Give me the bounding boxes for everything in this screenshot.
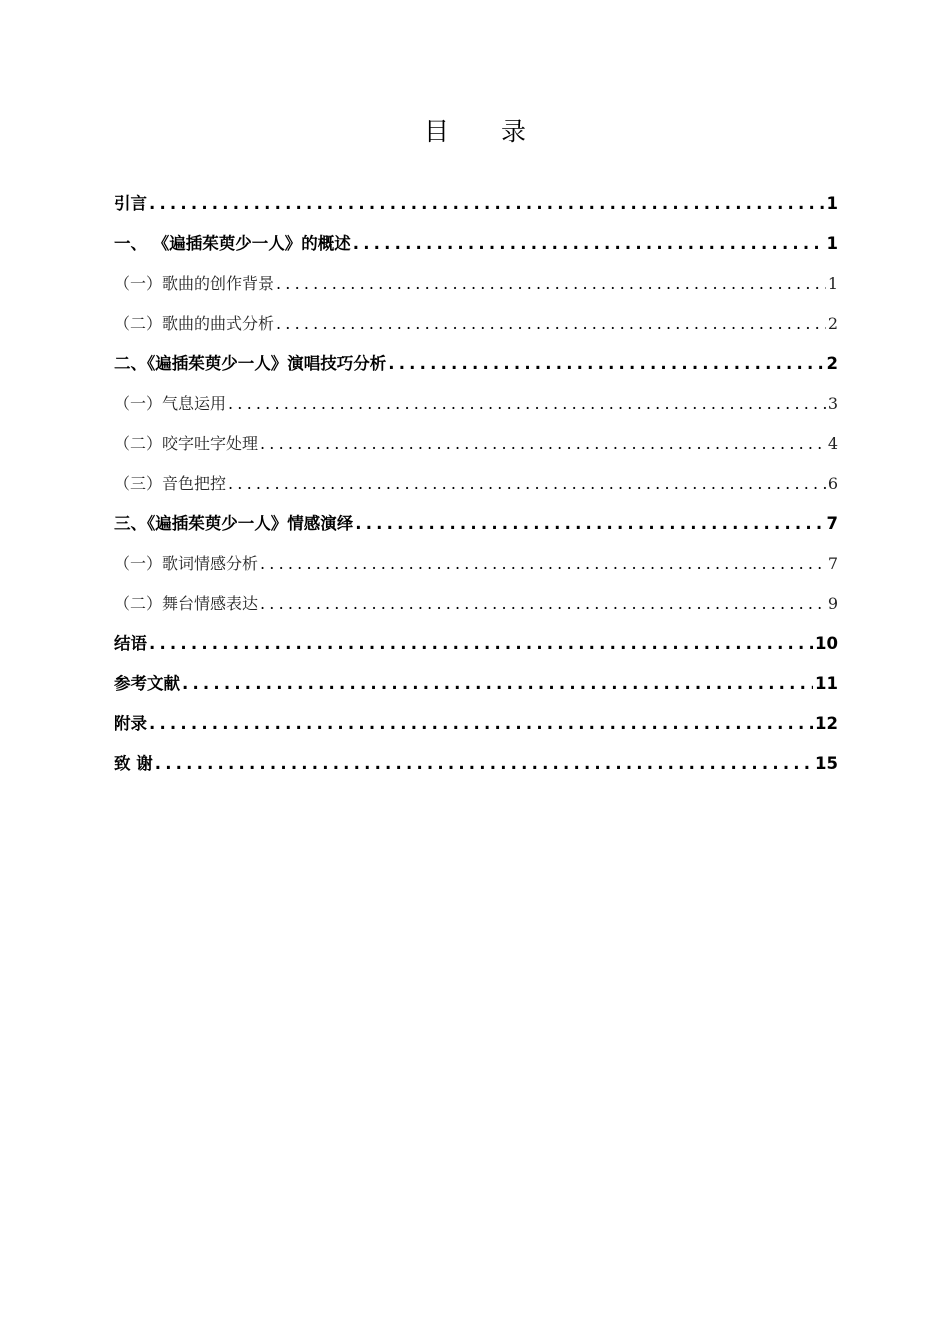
toc-entry-label: 二、《遍插茱萸少一人》演唱技巧分析 [114,354,387,373]
toc-entry[interactable] [114,464,838,504]
toc-entry[interactable] [114,224,838,264]
toc-page-number: 2 [827,314,838,333]
toc-page-number: 15 [815,754,838,773]
toc-entry-label: 结语 [114,634,147,653]
toc-leader-dots [260,584,826,624]
toc-leader-dots [149,704,813,744]
toc-leader-dots [149,624,813,664]
toc-leader-dots [228,384,826,424]
toc-leader-dots [260,424,826,464]
toc-entry-label: （一）气息运用 [114,394,227,413]
toc-entry-label: 致 谢 [114,754,153,773]
toc-entry-label: （三）音色把控 [114,474,227,493]
toc-page-number: 7 [826,514,838,533]
toc-page-number: 1 [826,234,838,253]
toc-entry-label: （二）舞台情感表达 [114,594,259,613]
toc-entry[interactable] [114,664,838,704]
toc-leader-dots [155,744,813,784]
toc-entry[interactable] [114,624,838,664]
toc-entry-label: 附录 [114,714,147,733]
toc-entry-label: 一、 《遍插茱萸少一人》的概述 [114,234,351,253]
toc-entry[interactable] [114,704,838,744]
toc-page-number: 9 [827,594,838,613]
toc-entry-label: 参考文献 [114,674,180,693]
toc-entry-label: （一）歌曲的创作背景 [114,274,275,293]
toc-page-number: 11 [815,674,838,693]
toc-entry[interactable] [114,304,838,344]
table-of-contents [114,184,838,784]
toc-leader-dots [388,344,824,384]
toc-page-number: 4 [827,434,838,453]
toc-leader-dots [182,664,813,704]
toc-leader-dots [276,304,826,344]
toc-leader-dots [260,544,826,584]
toc-entry[interactable] [114,544,838,584]
toc-entry[interactable] [114,344,838,384]
toc-entry-label: 引言 [114,194,147,213]
toc-page-number: 2 [826,354,838,373]
toc-entry[interactable] [114,424,838,464]
toc-entry[interactable] [114,184,838,224]
toc-page-number: 12 [815,714,838,733]
toc-page-number: 1 [827,274,838,293]
toc-entry-label: （一）歌词情感分析 [114,554,259,573]
toc-page-number: 3 [827,394,838,413]
toc-leader-dots [353,224,825,264]
toc-entry[interactable] [114,504,838,544]
toc-leader-dots [276,264,826,304]
toc-page-number: 1 [826,194,838,213]
toc-page-number: 10 [815,634,838,653]
toc-entry-label: （二）歌曲的曲式分析 [114,314,275,333]
toc-page-number: 6 [827,474,838,493]
toc-entry-label: 三、《遍插茱萸少一人》情感演绎 [114,514,354,533]
toc-entry[interactable] [114,384,838,424]
toc-page-number: 7 [827,554,838,573]
toc-leader-dots [355,504,824,544]
toc-title: 目 录 [424,117,548,146]
toc-entry[interactable] [114,744,838,784]
toc-entry-label: （二）咬字吐字处理 [114,434,259,453]
toc-entry[interactable] [114,584,838,624]
toc-entry[interactable] [114,264,838,304]
toc-leader-dots [228,464,826,504]
toc-leader-dots [149,184,825,224]
